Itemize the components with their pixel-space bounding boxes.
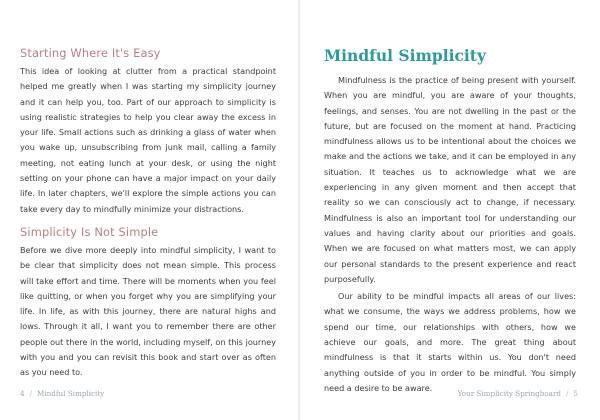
left-page-column — [20, 46, 276, 381]
left-running-head: Mindful Simplicity — [37, 389, 105, 398]
section-heading-simplicity-is-not-simple: Simplicity Is Not Simple — [20, 224, 159, 239]
right-page-number: 5 — [573, 389, 578, 398]
left-folio — [20, 389, 104, 398]
right-folio — [458, 389, 578, 398]
paragraph-mindfulness-definition: Mindfulness is the practice of being present with yourself. When you are mindful, you are aware of your thoughts, feelings, and senses. You are not dwelling in the past or the future, but are focused on the moment at hand. Practicing mindfulness allows us to be intentional about the choices we make and the actions we take, and it can be employed in any situation. It teaches us to acknowledge what we are experiencing in any given moment and then accept that reality so we can consciously act to change, if necessary. Mindfulness is also an important tool for understanding our values and having clarity about our priorities and goals. When we are focused on what matters most, we can apply our personal standards to the present experience and react purposefully. — [324, 75, 576, 284]
folio-separator-icon: / — [29, 389, 32, 398]
right-page-column — [324, 46, 576, 396]
section-body-starting-where-its-easy: This idea of looking at clutter from a practical standpoint helped me greatly when I was starting my simplicity journey and it can help you, too. Part of our approach to simplicity is using realistic strategies to help you clear away the excess in your life. Small actions such as drinking a glass of water when you wake up, unsubscribing from junk mail, calling a family meeting, not eating lunch at your desk, or using the night setting on your phone can have a major impact on your daily life. In later chapters, we'll explore the simple actions you can take every day to mindfully minimize your distractions. — [20, 66, 276, 214]
right-running-head: Your Simplicity Springboard — [457, 389, 561, 398]
section-body-simplicity-is-not-simple: Before we dive more deeply into mindful simplicity, I want to be clear that simplicity does not mean simple. This process will take effort and time. There will be moments when you feel like quitting, or when you forget why you are simplifying your life. In life, as with this journey, there are natural highs and lows. Through it all, I want you to remember there are other people out there in the world, including myself, on this journey with you and you can revisit this book and start over as often as you need to. — [20, 244, 276, 378]
chapter-title-mindful-simplicity: Mindful Simplicity — [324, 46, 486, 65]
right-page — [300, 0, 600, 420]
section-heading-starting-where-its-easy: Starting Where It's Easy — [20, 46, 161, 60]
left-page-number: 4 — [20, 389, 25, 398]
paragraph-mindfulness-impacts: Our ability to be mindful impacts all areas of our lives: what we consume, the ways we address problems, how we spend our time, our relationships with others, how we achieve our goals, and more. The great thing about mindfulness is that it starts within us. You don't need anything outside of you in order to be mindful. You simply need a desire to be aware. — [324, 291, 576, 393]
folio-separator-icon: / — [566, 389, 569, 398]
